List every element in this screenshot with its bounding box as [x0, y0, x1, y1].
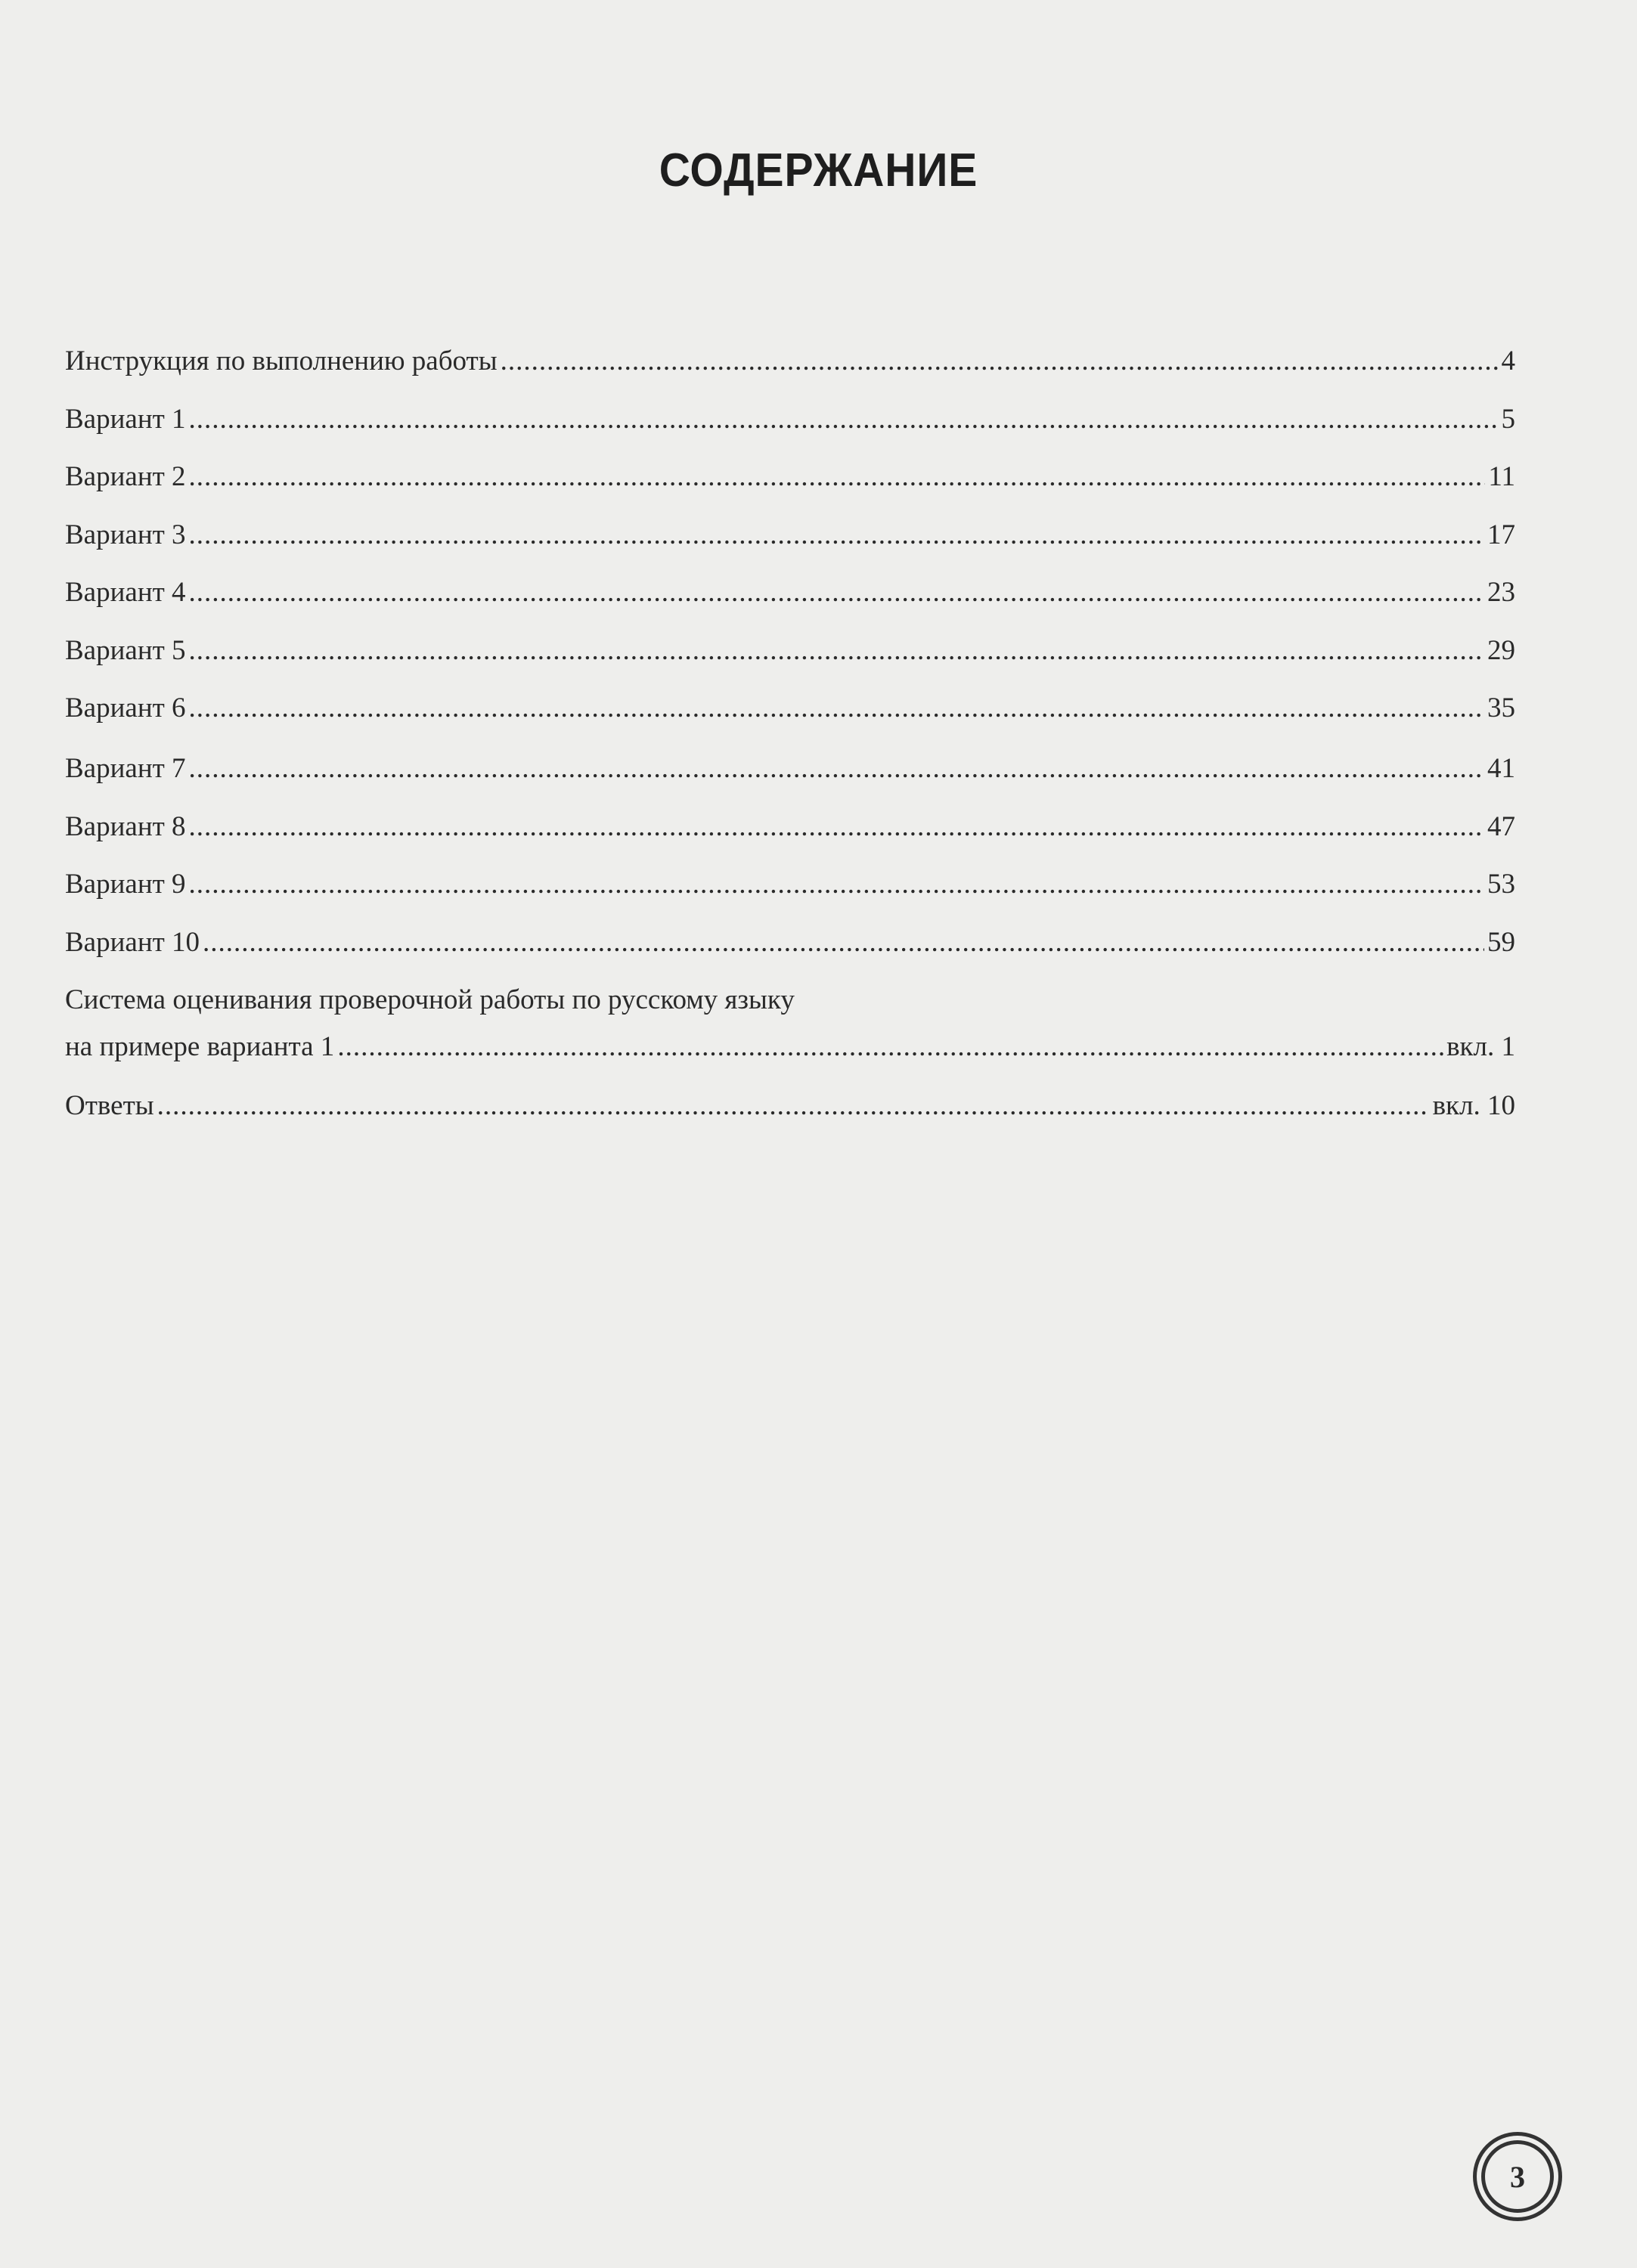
- toc-entry-grading-line1: Система оценивания проверочной работы по русскому языку: [65, 984, 795, 1015]
- toc-entry[interactable]: [65, 810, 1515, 844]
- toc-entry-label: Вариант 2: [65, 461, 186, 492]
- toc-entry-label: Вариант 3: [65, 519, 186, 550]
- toc-entry-page: 5: [1501, 404, 1515, 435]
- dot-leader: [189, 868, 1484, 901]
- toc-entry[interactable]: [65, 345, 1515, 378]
- toc-entry-page: 41: [1487, 753, 1515, 784]
- toc-entry[interactable]: [65, 403, 1515, 436]
- toc-entry-page: 11: [1488, 461, 1515, 492]
- toc-entry[interactable]: [65, 692, 1515, 725]
- dot-leader: [189, 576, 1484, 609]
- toc-entry-label: Вариант 6: [65, 692, 186, 723]
- toc-entry-page: вкл. 1: [1446, 1031, 1515, 1062]
- toc-entry-page: 59: [1487, 927, 1515, 958]
- toc-entry[interactable]: [65, 868, 1515, 901]
- toc-entry-label: на примере варианта 1: [65, 1031, 335, 1062]
- toc-entry-label: Вариант 10: [65, 927, 200, 958]
- toc-entry[interactable]: [65, 460, 1515, 494]
- toc-entry[interactable]: [65, 926, 1515, 959]
- dot-leader: [337, 1030, 1443, 1064]
- toc-entry-page: 47: [1487, 811, 1515, 842]
- toc-entry-page: 23: [1487, 577, 1515, 608]
- dot-leader: [189, 752, 1484, 785]
- toc-entry-label: Вариант 7: [65, 753, 186, 784]
- page-number: 3: [1510, 2159, 1525, 2194]
- dot-leader: [189, 460, 1486, 494]
- dot-leader: [189, 403, 1499, 436]
- dot-leader: [189, 519, 1484, 552]
- toc-entry[interactable]: [65, 519, 1515, 552]
- toc-entry-answers[interactable]: [65, 1089, 1515, 1123]
- toc-entry[interactable]: [65, 752, 1515, 785]
- dot-leader: [203, 926, 1484, 959]
- toc-entry-label: Вариант 4: [65, 577, 186, 608]
- toc-entry-label: Вариант 5: [65, 635, 186, 666]
- toc-entry[interactable]: [65, 634, 1515, 668]
- dot-leader: [189, 692, 1484, 725]
- toc-entry-grading[interactable]: [65, 1030, 1515, 1064]
- toc-entry-label: Вариант 8: [65, 811, 186, 842]
- toc-entry-page: 17: [1487, 519, 1515, 550]
- toc-entry-label: Вариант 9: [65, 869, 186, 900]
- page-title: СОДЕРЖАНИЕ: [659, 144, 978, 197]
- toc-entry-label: Инструкция по выполнению работы: [65, 345, 498, 376]
- toc-entry-page: вкл. 10: [1432, 1090, 1515, 1121]
- page-number-badge: [1473, 2132, 1562, 2221]
- dot-leader: [157, 1089, 1430, 1123]
- toc-entry-page: 53: [1487, 869, 1515, 900]
- toc-entry-page: 4: [1501, 345, 1515, 376]
- dot-leader: [189, 634, 1484, 668]
- toc-entry-label: Вариант 1: [65, 404, 186, 435]
- toc-entry[interactable]: [65, 576, 1515, 609]
- toc-entry-page: 35: [1487, 692, 1515, 723]
- toc-entry-label: Ответы: [65, 1090, 154, 1121]
- dot-leader: [189, 810, 1484, 844]
- toc-entry-page: 29: [1487, 635, 1515, 666]
- dot-leader: [501, 345, 1499, 378]
